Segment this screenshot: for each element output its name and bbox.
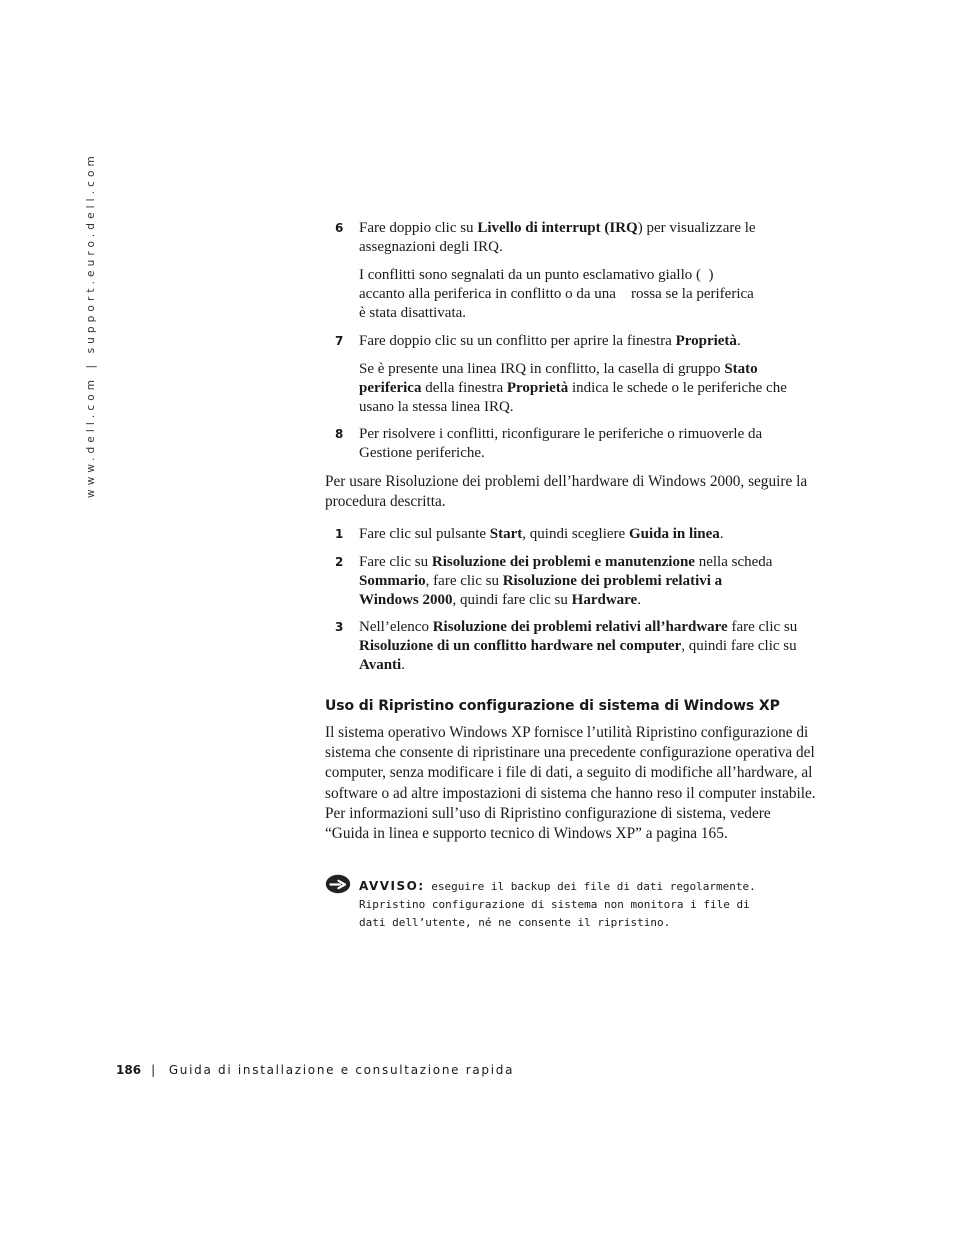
step-number: 3 xyxy=(335,620,344,634)
step-number: 8 xyxy=(335,427,344,441)
step-text: Fare clic su Risoluzione dei problemi e manutenzione nella scheda Sommario, fare clic su Risoluzione dei problemi relativi a Windows 2000, quindi fare clic su Hardware. xyxy=(359,554,773,608)
step-note: I conflitti sono segnalati da un punto esclamativo giallo ( ) accanto alla periferica in conflitto o da una rossa se la periferica è stata disattivata. xyxy=(359,267,754,321)
footer-title: Guida di installazione e consultazione rapida xyxy=(168,1063,515,1077)
step-text: Fare doppio clic su un conflitto per aprire la finestra Proprietà. xyxy=(359,333,741,349)
list-item xyxy=(335,219,814,257)
step-number: 1 xyxy=(335,527,344,541)
sidebar-url: www.dell.com | support.euro.dell.com xyxy=(85,152,97,498)
notice-hand-icon xyxy=(325,874,351,894)
list-item xyxy=(335,525,814,544)
step-number: 7 xyxy=(335,334,344,348)
section-body: Il sistema operativo Windows XP fornisce l’utilità Ripristino configurazione di sistema che consente di ripristinare una precedente configurazione operativa del computer, senza modificare i file di dati, a seguito di modifiche all’hardware, al software o ad altre impostazioni di sistema che hanno reso il computer instabile. Per informazioni sull’uso di Ripristino configurazione di sistema, vedere “Guida in linea e supporto tecnico di Windows XP” a pagina 165. xyxy=(325,724,816,843)
page-number: 186 xyxy=(116,1063,142,1077)
step-note: Se è presente una linea IRQ in conflitto, la casella di gruppo Stato periferica della finestra Proprietà indica le schede o le periferiche che usano la stessa linea IRQ. xyxy=(359,361,787,415)
step-number: 6 xyxy=(335,221,344,235)
step-text: Per risolvere i conflitti, riconfigurare le periferiche o rimuoverle da Gestione periferiche. xyxy=(359,426,763,461)
section-heading: Uso di Ripristino configurazione di sistema di Windows XP xyxy=(325,698,780,714)
notice-text xyxy=(359,877,779,932)
intro-paragraph: Per usare Risoluzione dei problemi dell’hardware di Windows 2000, seguire la procedura descritta. xyxy=(325,473,808,511)
list-item xyxy=(335,618,814,674)
step-number: 2 xyxy=(335,555,344,569)
page-footer xyxy=(116,1061,514,1079)
step-text: Nell’elenco Risoluzione dei problemi relativi all’hardware fare clic su Risoluzione di un conflitto hardware nel computer, quindi fare clic su Avanti. xyxy=(359,619,798,673)
list-item xyxy=(335,553,814,609)
footer-separator: | xyxy=(151,1063,157,1077)
list-item xyxy=(335,332,814,351)
notice-body: eseguire il backup dei file di dati regolarmente. Ripristino configurazione di sistema non monitora i file di dati dell’utente, né ne consente il ripristino. xyxy=(359,880,756,929)
step-text: Fare clic sul pulsante Start, quindi scegliere Guida in linea. xyxy=(359,526,724,542)
notice-label: AVVISO: xyxy=(359,879,425,893)
step-text: Fare doppio clic su Livello di interrupt (IRQ) per visualizzare le assegnazioni degli IRQ. xyxy=(359,220,756,255)
list-item xyxy=(335,425,814,463)
